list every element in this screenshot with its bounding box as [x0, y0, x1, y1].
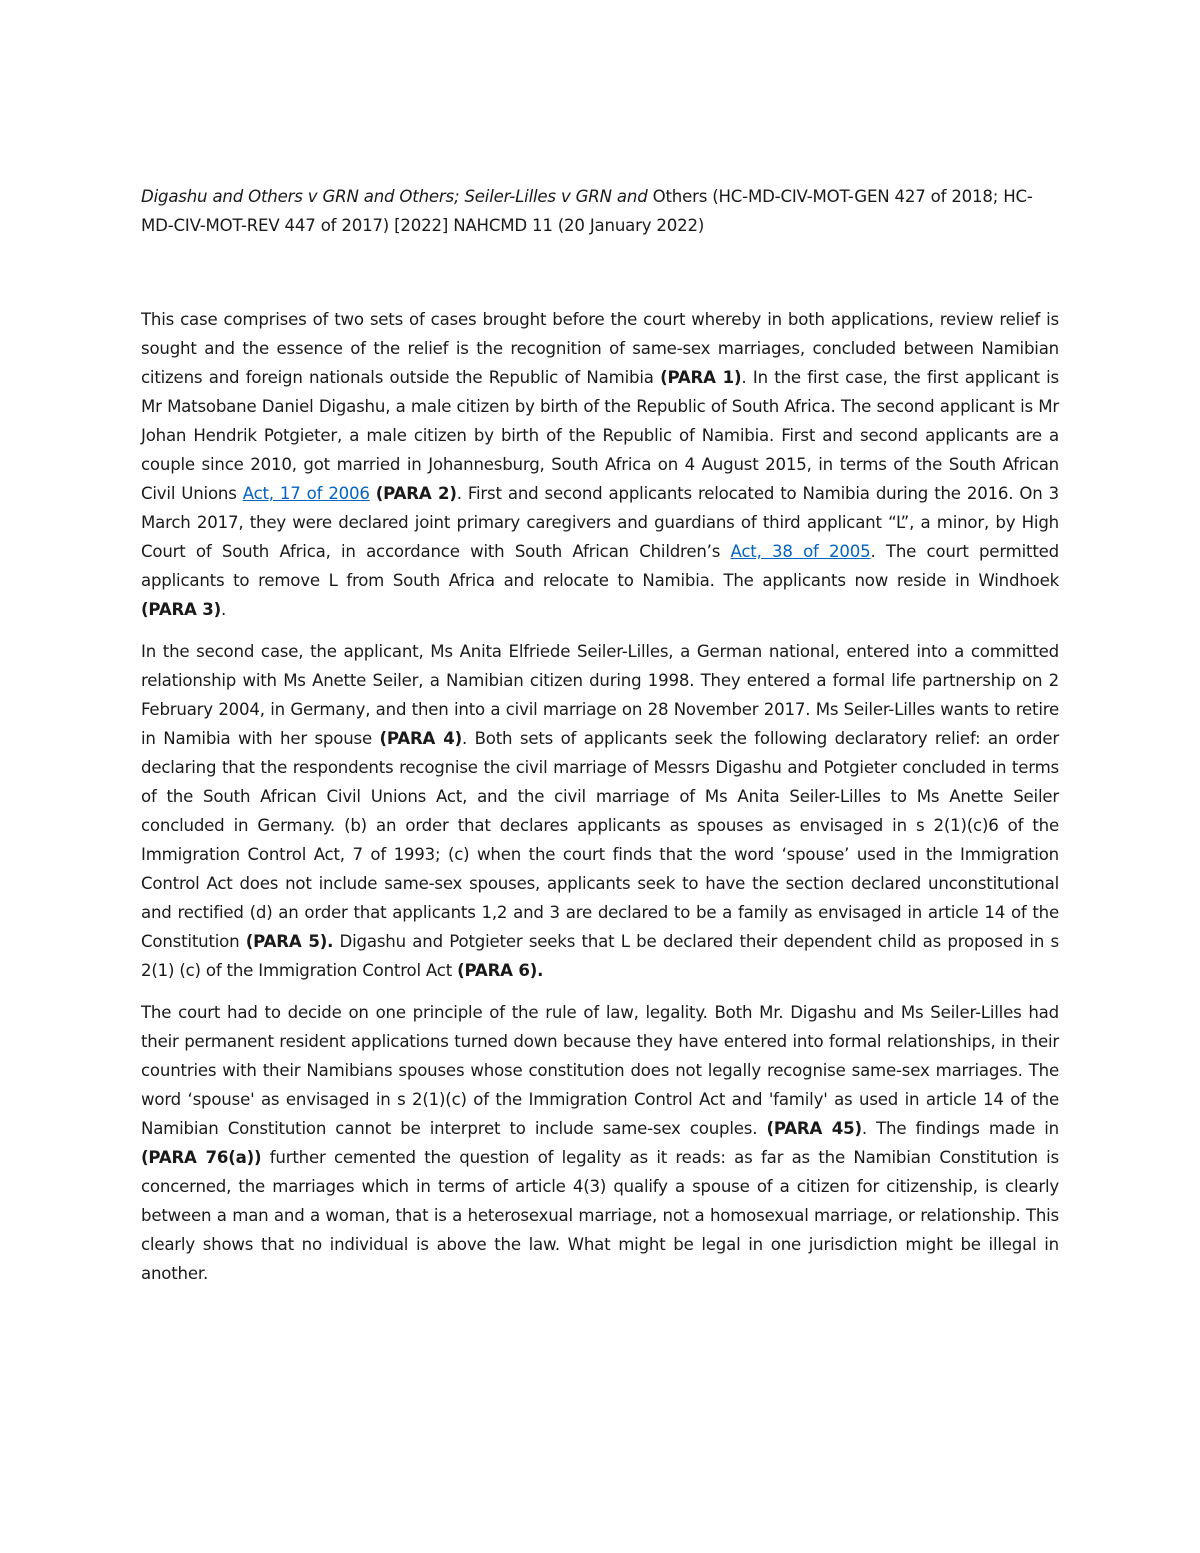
text: The court had to decide on one principle of the rule of law, legality. Both Mr. Digashu and Ms Seiler-Lilles had their permanent resident applications turned down because they have entered into formal relationships, in their countries with their Namibians spouses whose constitution does not legally recognise same-sex marriages. The word ‘spouse' as envisaged in s 2(1)(c) of the Immigration Control Act and 'family' as used in article 14 of the Namibian Constitution cannot be interpret to include same-sex couples. [141, 1003, 1059, 1138]
text: This case comprises of two sets of cases brought before the court whereby in both applications, review relief is sought and the essence of the relief is the recognition of same-sex marriages, concluded between Namibian citizens and foreign nationals outside the Republic of Namibia [141, 310, 1059, 387]
para-ref: (PARA 4) [379, 729, 462, 748]
para-ref: (PARA 45) [766, 1119, 862, 1138]
text: . In the first case, the first applicant is Mr Matsobane Daniel Digashu, a male citizen by birth of the Republic of South Africa. The second applicant is Mr Johan Hendrik Potgieter, a male citizen by birth of the Republic of Namibia. First and second applicants are a couple since 2010, got married in Johannesburg, South Africa on 4 August 2015, in terms of the South African Civil Unions [141, 368, 1059, 503]
case-name: Digashu and Others v GRN and Others; Seiler-Lilles v GRN and [141, 187, 648, 206]
text: . The court permitted applicants to remove L from South Africa and relocate to Namibia. The applicants now reside in Windhoek [141, 542, 1059, 590]
text: Digashu and Potgieter seeks that L be declared their dependent child as proposed in s 2(1) (c) of the Immigration Control Act [141, 932, 1059, 980]
para-ref: (PARA 5). [245, 932, 334, 951]
text: . [221, 600, 227, 619]
para-ref: (PARA 6). [457, 961, 544, 980]
document-page [141, 182, 1059, 1288]
text: . The findings made in [861, 1119, 1059, 1138]
para-ref: (PARA 2) [375, 484, 457, 503]
text: . Both sets of applicants seek the following declaratory relief: an order declaring that the respondents recognise the civil marriage of Messrs Digashu and Potgieter concluded in terms of the South African Civil Unions Act, and the civil marriage of Ms Anita Seiler-Lilles to Ms Anette Seiler concluded in Germany. (b) an order that declares applicants as spouses as envisaged in s 2(1)(c)6 of the Immigration Control Act, 7 of 1993; (c) when the court finds that the word ‘spouse’ used in the Immigration Control Act does not include same-sex spouses, applicants seek to have the section declared unconstitutional and rectified (d) an order that applicants 1,2 and 3 are declared to be a family as envisaged in article 14 of the Constitution [141, 729, 1059, 951]
act-link-civil-unions[interactable]: Act, 17 of 2006 [242, 484, 370, 503]
case-citation [141, 182, 1059, 240]
para-ref: (PARA 76(a)) [141, 1148, 262, 1167]
paragraph-case-summary [141, 305, 1059, 624]
para-ref: (PARA 3) [141, 600, 221, 619]
act-link-childrens-act[interactable]: Act, 38 of 2005 [730, 542, 871, 561]
text: further cemented the question of legality as it reads: as far as the Namibian Constitution is concerned, the marriages which in terms of article 4(3) qualify a spouse of a citizen for citizenship, is clearly between a man and a woman, that is a heterosexual marriage, not a homosexual marriage, or relationship. This clearly shows that no individual is above the law. What might be legal in one jurisdiction might be illegal in another. [141, 1148, 1059, 1283]
text: In the second case, the applicant, Ms Anita Elfriede Seiler-Lilles, a German national, entered into a committed relationship with Ms Anette Seiler, a Namibian citizen during 1998. They entered a formal life partnership on 2 February 2004, in Germany, and then into a civil marriage on 28 November 2017. Ms Seiler-Lilles wants to retire in Namibia with her spouse [141, 642, 1059, 748]
paragraph-legality [141, 998, 1059, 1288]
para-ref: (PARA 1) [660, 368, 742, 387]
text: . First and second applicants relocated to Namibia during the 2016. On 3 March 2017, they were declared joint primary caregivers and guardians of third applicant “L”, a minor, by High Court of South Africa, in accordance with South African Children’s [141, 484, 1059, 561]
paragraph-second-case [141, 637, 1059, 985]
case-numbers: Others (HC-MD-CIV-MOT-GEN 427 of 2018; HC-MD-CIV-MOT-REV 447 of 2017) [2022] NAHCMD 11 (20 January 2022) [141, 187, 1033, 235]
